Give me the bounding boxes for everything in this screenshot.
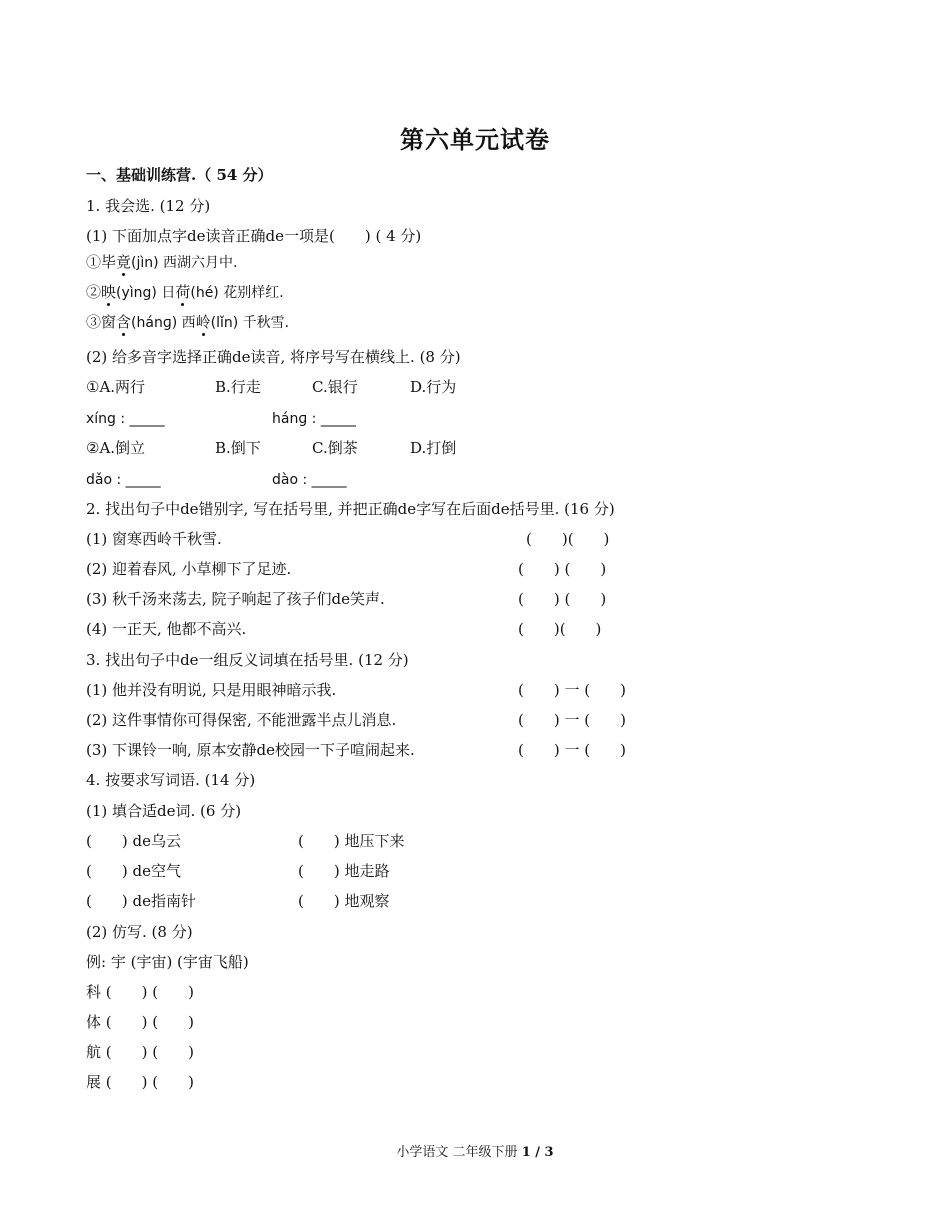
imitation-row[interactable]: 展 ( ) ( ) (86, 1073, 194, 1091)
imitation-row[interactable]: 体 ( ) ( ) (86, 1013, 194, 1031)
answer-brackets[interactable]: ( ) 一 ( ) (518, 711, 626, 729)
option-1 (86, 253, 238, 272)
fill-word-row (86, 862, 486, 880)
answer-brackets[interactable]: ( ) 一 ( ) (518, 681, 626, 699)
question-2-item: (4) 一正天, 他都不高兴. (86, 620, 247, 638)
answer-brackets[interactable]: ( )( ) (526, 530, 610, 548)
question-4-part-2-heading: (2) 仿写. (8 分) (86, 923, 193, 941)
fill-word-row (86, 832, 486, 850)
answer-brackets[interactable]: ( ) 一 ( ) (518, 741, 626, 759)
question-3-item: (2) 这件事情你可得保密, 不能泄露半点儿消息. (86, 711, 397, 729)
option-text: (lǐn) 千秋雪. (210, 315, 290, 331)
question-2-item: (3) 秋千汤来荡去, 院子响起了孩子们de笑声. (86, 590, 385, 608)
choice: C.银行 (312, 378, 358, 396)
option-text: ①毕 (86, 253, 117, 271)
choice: ②A.倒立 (86, 439, 146, 457)
question-3-heading: 3. 找出句子中de一组反义词填在括号里. (12 分) (86, 651, 409, 669)
polyphone-blanks-1 (86, 410, 506, 428)
question-4-part-1-heading: (1) 填合适de词. (6 分) (86, 802, 242, 820)
option-2 (86, 283, 284, 302)
option-text: ② (86, 283, 102, 301)
question-1-heading: 1. 我会选. (12 分) (86, 197, 211, 215)
question-4-heading: 4. 按要求写词语. (14 分) (86, 771, 256, 789)
page-number: 1 / 3 (521, 1145, 554, 1160)
question-2-heading: 2. 找出句子中de错别字, 写在括号里, 并把正确de字写在后面de括号里. (16 分) (86, 500, 615, 518)
footer-text: 小学语文 二年级下册 (396, 1145, 518, 1160)
answer-blank[interactable]: dǎo : _____ (86, 472, 161, 488)
fill-blank[interactable]: ( ) 地走路 (298, 862, 390, 880)
dotted-char: 含 (116, 313, 132, 331)
answer-blank[interactable]: dào : _____ (272, 472, 347, 488)
fill-blank[interactable]: ( ) de乌云 (86, 832, 181, 850)
dotted-char: 岭 (195, 313, 211, 331)
imitation-row[interactable]: 科 ( ) ( ) (86, 983, 194, 1001)
question-2-item: (1) 窗寒西岭千秋雪. (86, 530, 222, 548)
polyphone-blanks-2 (86, 471, 506, 489)
option-text: ③窗 (86, 313, 117, 331)
question-1-part-1-heading: (1) 下面加点字de读音正确de一项是( ) ( 4 分) (86, 227, 422, 245)
imitation-row[interactable]: 航 ( ) ( ) (86, 1043, 194, 1061)
example-line: 例: 宇 (宇宙) (宇宙飞船) (86, 953, 249, 971)
choice: D.行为 (410, 378, 457, 396)
answer-blank[interactable]: hánɡ : _____ (272, 411, 356, 427)
fill-blank[interactable]: ( ) de指南针 (86, 892, 196, 910)
question-1-part-2-heading: (2) 给多音字选择正确de读音, 将序号写在横线上. (8 分) (86, 348, 461, 366)
dotted-char: 映 (101, 283, 117, 301)
dotted-char: 荷 (175, 283, 191, 301)
choice: B.倒下 (215, 439, 261, 457)
answer-blank[interactable]: xíng : _____ (86, 411, 165, 427)
answer-brackets[interactable]: ( )( ) (518, 620, 602, 638)
answer-brackets[interactable]: ( ) ( ) (518, 590, 607, 608)
option-text: (hánɡ) 西 (131, 315, 196, 331)
page-title: 第六单元试卷 (400, 125, 550, 154)
choice: C.倒茶 (312, 439, 358, 457)
question-3-item: (3) 下课铃一响, 原本安静de校园一下子喧闹起来. (86, 741, 415, 759)
question-3-item: (1) 他并没有明说, 只是用眼神暗示我. (86, 681, 337, 699)
option-text: (hé) 花别样红. (190, 285, 284, 301)
option-text: (yìng) 日 (116, 285, 176, 301)
fill-blank[interactable]: ( ) 地压下来 (298, 832, 405, 850)
polyphone-row-2 (86, 439, 506, 457)
dotted-char: 竟 (116, 253, 132, 271)
fill-word-row (86, 892, 486, 910)
option-3 (86, 313, 289, 332)
polyphone-row-1 (86, 378, 506, 396)
choice: D.打倒 (410, 439, 457, 457)
page-footer (0, 1141, 950, 1160)
choice: ①A.两行 (86, 378, 146, 396)
option-text: (jìn) 西湖六月中. (131, 255, 238, 271)
question-2-item: (2) 迎着春风, 小草柳下了足迹. (86, 560, 292, 578)
fill-blank[interactable]: ( ) 地观察 (298, 892, 390, 910)
choice: B.行走 (215, 378, 261, 396)
section-heading: 一、基础训练营.（ 54 分） (86, 166, 273, 184)
fill-blank[interactable]: ( ) de空气 (86, 862, 181, 880)
answer-brackets[interactable]: ( ) ( ) (518, 560, 607, 578)
